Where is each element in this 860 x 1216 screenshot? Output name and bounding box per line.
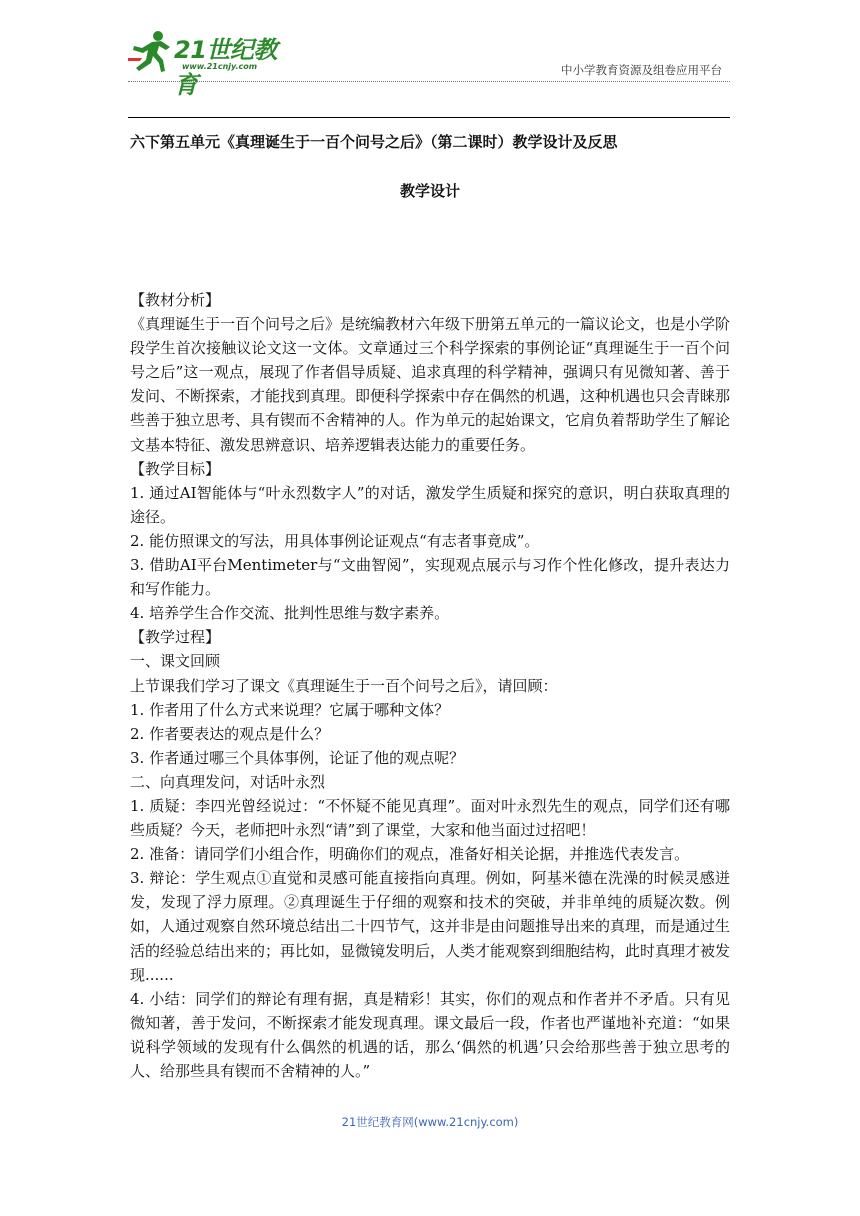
- document-title: 六下第五单元《真理诞生于一百个问号之后》（第二课时）教学设计及反思: [130, 133, 618, 151]
- paragraph: 4. 小结：同学们的辩论有理有据，真是精彩！其实，你们的观点和作者并不矛盾。只有见微知著，善于发问，不断探索才能发现真理。课文最后一段，作者也严谨地补充道：“如果说科学领域的发现有什么偶然的机遇的话，那么‘偶然的机遇’只会给那些善于独立思考的人、给那些具有锲而不舍精神的人。”: [130, 989, 730, 1080]
- logo: [128, 28, 298, 99]
- logo-url: www.21cnjy.com: [182, 62, 258, 71]
- runner-logo-icon: [128, 28, 176, 74]
- paragraph: 1. 通过AI智能体与“叶永烈数字人”的对话，激发学生质疑和探究的意识，明白获取真理的途径。: [130, 483, 730, 526]
- paragraph: 1. 作者用了什么方式来说理？它属于哪种文体？: [130, 700, 450, 719]
- paragraph: 【教学目标】: [130, 459, 221, 478]
- paragraph: 【教学过程】: [130, 628, 221, 647]
- document-body: [130, 288, 730, 1083]
- paragraph: 上节课我们学习了课文《真理诞生于一百个问号之后》，请回顾：: [130, 676, 558, 695]
- paragraph: 2. 作者要表达的观点是什么？: [130, 724, 330, 743]
- paragraph: 一、课文回顾: [130, 652, 221, 671]
- section-heading: 教学设计: [399, 182, 460, 200]
- paragraph: 《真理诞生于一百个问号之后》是统编教材六年级下册第五单元的一篇议论文，也是小学阶段学生首次接触议论文这一文体。文章通过三个科学探索的事例论证“真理诞生于一百个问号之后”这一观点，展现了作者倡导质疑、追求真理的科学精神，强调只有见微知著、善于发问、不断探索，才能找到真理。即便科学探索中存在偶然的机遇，这种机遇也只会青睐那些善于独立思考、具有锲而不舍精神的人。作为单元的起始课文，它肩负着帮助学生了解论文基本特征、激发思辨意识、培养逻辑表达能力的重要任务。: [130, 315, 731, 454]
- paragraph: 二、向真理发问，对话叶永烈: [130, 772, 326, 791]
- paragraph: 1. 质疑：李四光曾经说过：“不怀疑不能见真理”。面对叶永烈先生的观点，同学们还有哪些质疑？今天，老师把叶永烈“请”到了课堂，大家和他当面过过招吧！: [130, 796, 730, 840]
- paragraph: 3. 辩论：学生观点①直觉和灵感可能直接指向真理。例如，阿基米德在洗澡的时候灵感迸发，发现了浮力原理。②真理诞生于仔细的观察和技术的突破，并非单纯的质疑次数。例如，人通过观察自然环境总结出二十四节气，这并非是由问题推导出来的真理，而是通过生活的经验总结出来的；再比如，显微镜发明后，人类才能观察到细胞结构，此时真理才被发现......: [130, 869, 731, 984]
- title-rule: [128, 117, 730, 118]
- paragraph: 【教材分析】: [130, 291, 221, 309]
- paragraph: 3. 借助AI平台Mentimeter与“文曲智阅”，实现观点展示与习作个性化修改，提升表达力和写作能力。: [130, 556, 730, 599]
- paragraph: 2. 能仿照课文的写法，用具体事例论证观点“有志者事竟成”。: [130, 531, 540, 550]
- paragraph: 3. 作者通过哪三个具体事例，论证了他的观点呢？: [130, 748, 465, 767]
- platform-tagline: 中小学教育资源及组卷应用平台: [561, 63, 722, 77]
- paragraph: 4. 培养学生合作交流、批判性思维与数字素养。: [130, 604, 450, 623]
- page-header: [128, 24, 730, 99]
- page-footer[interactable]: 21世纪教育网(www.21cnjy.com): [341, 1115, 519, 1129]
- logo-text: 21世纪教育: [174, 36, 277, 99]
- header-divider: [128, 81, 730, 82]
- paragraph: 2. 准备：请同学们小组合作，明确你们的观点，准备好相关论据，并推选代表发言。: [130, 845, 690, 864]
